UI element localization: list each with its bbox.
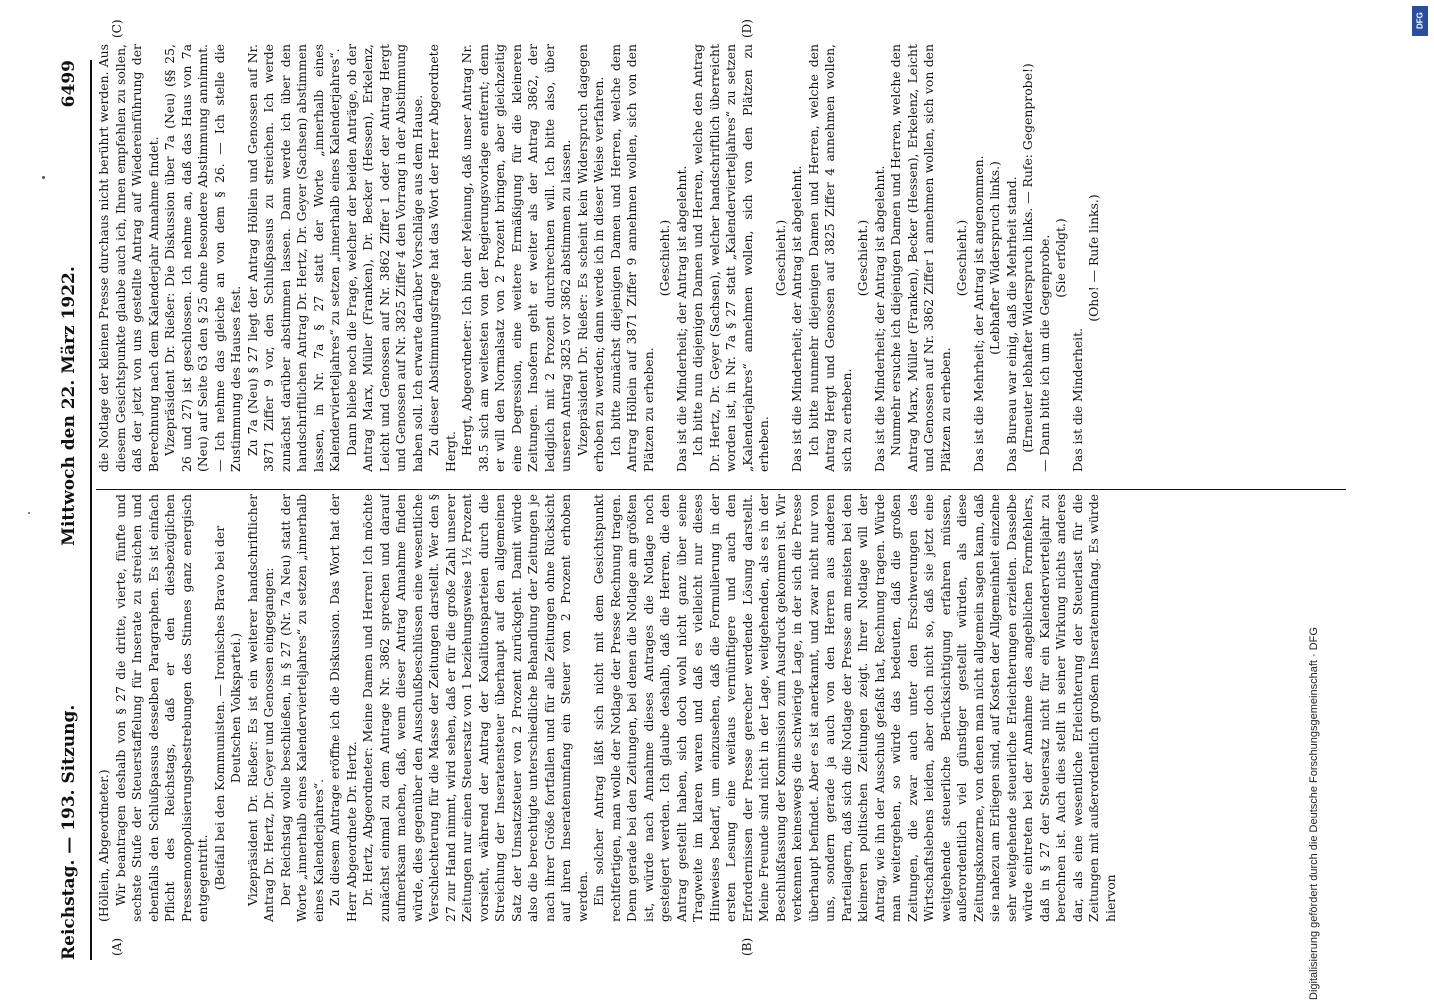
paragraph: Dann bliebe noch die Frage, welcher der beiden Anträge, ob der Antrag Marx, Müller (Franken), Dr. Becker (Hessen), Erkelenz, Leicht und Genossen auf Nr. 3862 Ziffer 1 oder der Antrag Hergt und Genossen auf Nr. 3825 Ziffer 4 den Vorrang in der Abstimmung haben soll. Ich erwarte darüber Vorschläge aus dem Hause.	[343, 44, 425, 472]
paragraph: Das ist die Minderheit.	[1069, 327, 1085, 472]
paragraph: Ein solcher Antrag läßt sich nicht mit dem Gesichtspunkt rechtfertigen, man wolle der Notlage der Presse Rechnung tragen. Denn gerade bei den Zeitungen, bei denen die Notlage am größten ist, würde nach Annahme dieses Antrages die Notlage noch gesteigert werden. Ich glaube deshalb, daß die Herren, die den Antrag gestellt haben, sich doch wohl nicht ganz über seine Tragweite im klaren waren und daß es vielleicht nur dieses Hinweises bedarf, um einzusehen, daß die Formulierung in der ersten Lesung eine weitaus vernünftigere und auch den Erfordernissen der Presse gerecher werdende Lösung darstellt. Meine Freunde sind nicht in der Lage, weitgehenden, als es in der Beschlußfassung der Kommission zum Ausdruck gekommen ist. Wir verkennen keineswegs die schwierige Lage, in der sich die Presse überhaupt befindet. Aber es ist anerkannt, und zwar nicht nur von uns, sondern gerade ja auch von den Herren aus anderen Parteilagern, daß sich die Notlage der Presse am meisten bei den kleineren politischen Zeitungen zeigt. Ihrer Notlage will der Antrag, wie ihn der Ausschuß gefaßt hat, Rechnung tragen. Würde man weitergehen, so würde das bedeuten, daß die großen Zeitungen, die zwar auch unter den Erschwerungen des Wirtschaftslebens leiden, aber doch nicht so, daß sie jetzt eine weitgehende steuerliche Berücksichtigung erfahren müssen, außerordentlich viel günstiger gestellt würden, als diese Zeitungskonzerne, von denen man nicht allgemein sagen kann, daß sie nahezu am Erliegen sind, auf Kosten der Allgemeinheit einzelne sehr weitgehende steuerliche Erleichterungen erzielten. Dasselbe würde eintreten bei der Annahme des angeblichen Formfehlers, daß in § 27 der Steuersatz nicht für ein Kalendervierteljahr zu berechnen ist. Auch dies stellt in seiner Wirkung nichts anderes dar, als eine wesentliche Erleichterung der Steuerlast für die Zeitungen mit außerordentlich großem Inseratenumfang. Es würde hiervon	[591, 494, 1118, 922]
paragraph: Ich bitte nun diejenigen Damen und Herren, welche den Antrag Dr. Hertz, Dr. Geyer (Sachsen), welcher handschriftlich überreicht worden ist, in Nr. 7a § 27 statt „Kalendervierteljahres“ zu setzen „Kalenderjahres“ annehmen wollen, sich von den Plätzen zu erheben.	[690, 44, 771, 472]
paragraph: (Sie erfolgt.)	[1053, 218, 1068, 298]
paragraph: Das ist die Minderheit; der Antrag ist abgelehnt.	[673, 165, 689, 472]
margin-mark-a: (A)	[110, 937, 124, 956]
digitization-credit: Digitalisierung gefördert durch die Deutsche Forschungsgemeinschaft · DFG	[1308, 627, 1320, 1000]
paragraph: Zu 7a (Neu) § 27 liegt der Antrag Höllein und Genossen auf Nr. 3871 Ziffer 9 vor, den Schlußpassus zu streichen. Ich werde zunächst darüber abstimmen lassen. Dann werde ich über den handschriftlichen Antrag Dr. Hertz, Dr. Geyer (Sachsen) abstimmen lassen, in Nr. 7a § 27 statt der Worte „innerhalb eines Kalendervierteljahres“ zu setzen „innerhalb eines Kalenderjahres“.	[244, 44, 342, 472]
paragraph: (Geschieht.)	[954, 219, 969, 297]
header-session: Reichstag. — 193. Sitzung.	[59, 704, 79, 960]
paragraph: (Geschieht.)	[657, 219, 672, 297]
margin-mark-b: (B)	[740, 937, 754, 956]
paragraph: Vizepräsident Dr. Rießer: Es scheint kein Widerspruch dagegen erhoben zu werden; dann werde ich in dieser Weise verfahren.	[574, 44, 606, 472]
paragraph: Das Bureau war einig, daß die Mehrheit stand.	[1003, 176, 1019, 472]
paragraph: (Oho! — Rufe links.)	[1086, 194, 1101, 322]
paragraph: Zu dieser Abstimmungsfrage hat das Wort der Herr Abgeordnete Hergt.	[426, 44, 458, 472]
paragraph: (Lebhafter Widerspruch links.)	[987, 161, 1002, 355]
paragraph: die Notlage der kleinen Presse durchaus nicht berührt werden. Aus diesem Gesichtspunkte glaube auch ich, Ihnen empfehlen zu sollen, daß der jetzt von uns gestellte Antrag auf Wiedereinführung der Berechnung nach dem Kalenderjahr Annahme findet.	[96, 44, 161, 472]
scan-speck	[42, 176, 45, 179]
paragraph: Vizepräsident Dr. Rießer: Es ist ein weiterer handschriftlicher Antrag Dr. Hertz, Dr. Geyer und Genossen eingegangen:	[244, 494, 276, 922]
paragraph: Nunmehr ersuche ich diejenigen Damen und Herren, welche den Antrag Marx, Müller (Franken), Becker (Hessen), Erkelenz, Leicht und Genossen auf Nr. 3862 Ziffer 1 annehmen wollen, sich von den Plätzen zu erheben.	[888, 44, 953, 472]
header-rule	[90, 60, 92, 960]
paragraph: Vizepräsident Dr. Rießer: Die Diskussion über 7a (Neu) (§§ 25, 26 und 27) ist geschlossen. Ich nehme an, daß das Haus von 7a (Neu) auf Seite 63 den § 25 ohne besondere Abstimmung annimmt. — Ich nehme das gleiche an von dem § 26. — Ich stelle die Zustimmung des Hauses fest.	[162, 44, 243, 472]
paragraph: (Erneuter lebhafter Widerspruch links. — Rufe: Gegenprobe!)	[1020, 63, 1035, 453]
paragraph: Das ist die Minderheit; der Antrag ist abgelehnt.	[871, 165, 887, 472]
page-header	[54, 60, 84, 960]
paragraph: (Beifall bei den Kommunisten. — Ironisches Bravo bei der Deutschen Volkspartei.)	[211, 525, 243, 891]
paragraph: (Geschieht.)	[772, 219, 788, 297]
left-text-column	[96, 494, 1346, 922]
paragraph: Das ist die Minderheit; der Antrag ist abgelehnt.	[789, 165, 804, 472]
paragraph: Das ist die Mehrheit; der Antrag ist angenommen.	[970, 155, 986, 472]
margin-mark-d: (D)	[740, 19, 754, 38]
paragraph: Wir beantragen deshalb von § 27 die dritte, vierte, fünfte und sechste Stufe der Steuerstaffelung für Inserate zu streichen und ebenfalls den Schlußpassus desselben Paragraphen. Es ist einfach Pflicht des Reichstags, daß er den diesbezüglichen Pressemonopolisierungsbestrebungen des Stinnes ganz energisch entgegentritt.	[112, 494, 210, 922]
paragraph: Dr. Hertz, Abgeordneter: Meine Damen und Herren! Ich möchte zunächst einmal zu dem Antrage Nr. 3862 sprechen und darauf aufmerksam machen, daß, wenn dieser Antrag Annahme finden würde, dies gegenüber den Ausschußbeschlüssen eine wesentliche Verschlechterung für die Masse der Zeitungen darstellt. Wer den § 27 zur Hand nimmt, wird sehen, daß er für die große Zahl unserer Zeitungen nur einen Steuersatz von 1 beziehungsweise 1½ Prozent vorsieht, während der Antrag der Koalitionsparteien durch die Streichung der Inseratensteuer überhaupt auf den allgemeinen Satz der Umsatzsteuer von 2 Prozent zurückgeht. Damit würde also die berechtigte unterschiedliche Behandlung der Zeitungen je nach ihrer Größe fortfallen und für alle Zeitungen ohne Rücksicht auf ihren Inseratenumfang ein Steuer von 2 Prozent erhoben werden.	[360, 494, 590, 922]
margin-mark-c: (C)	[110, 19, 124, 38]
paragraph: Hergt, Abgeordneter: Ich bin der Meinung, daß unser Antrag Nr. 38.5 sich am weitesten von der Regierungsvorlage entfernt; denn er will den Normalsatz von 2 Prozent bringen, aber gleichzeitig eine Degression, eine weitere Ermäßigung für die kleineren Zeitungen. Insofern geht er weiter als der Antrag 3862, der lediglich mit 2 Prozent durchrechnen will. Ich bitte also, über unseren Antrag 3825 vor 3862 abstimmen zu lassen.	[459, 44, 573, 472]
paragraph: Zu diesem Antrage eröffne ich die Diskussion. Das Wort hat der Herr Abgeordnete Dr. Hertz.	[327, 494, 359, 922]
scan-speck	[28, 512, 30, 514]
paragraph: (Höllein, Abgeordneter.)	[96, 769, 111, 922]
header-date: Mittwoch den 22. März 1922.	[59, 266, 79, 546]
column-divider	[96, 489, 1346, 490]
header-page-number: 6499	[59, 60, 79, 108]
paragraph: Der Reichstag wolle beschließen, in § 27 (Nr. 7a Neu) statt der Worte „innerhalb eines Kalendervierteljahres“ zu setzen „innerhalb eines Kalenderjahres“.	[277, 494, 326, 922]
paragraph: — Dann bitte ich um die Gegenprobe.	[1036, 234, 1052, 472]
paragraph: (Geschieht.)	[855, 219, 870, 297]
right-text-column	[96, 44, 1346, 472]
paragraph: Ich bitte zunächst diejenigen Damen und Herren, welche dem Antrag Höllein auf 3871 Ziffer 9 annehmen wollen, sich von den Plätzen zu erheben.	[607, 44, 656, 472]
dfg-logo: DFG	[1412, 6, 1428, 36]
paragraph: Ich bitte nunmehr diejenigen Damen und Herren, welche den Antrag Hergt und Genossen auf 3825 Ziffer 4 annehmen wollen, sich zu erheben.	[805, 44, 854, 472]
